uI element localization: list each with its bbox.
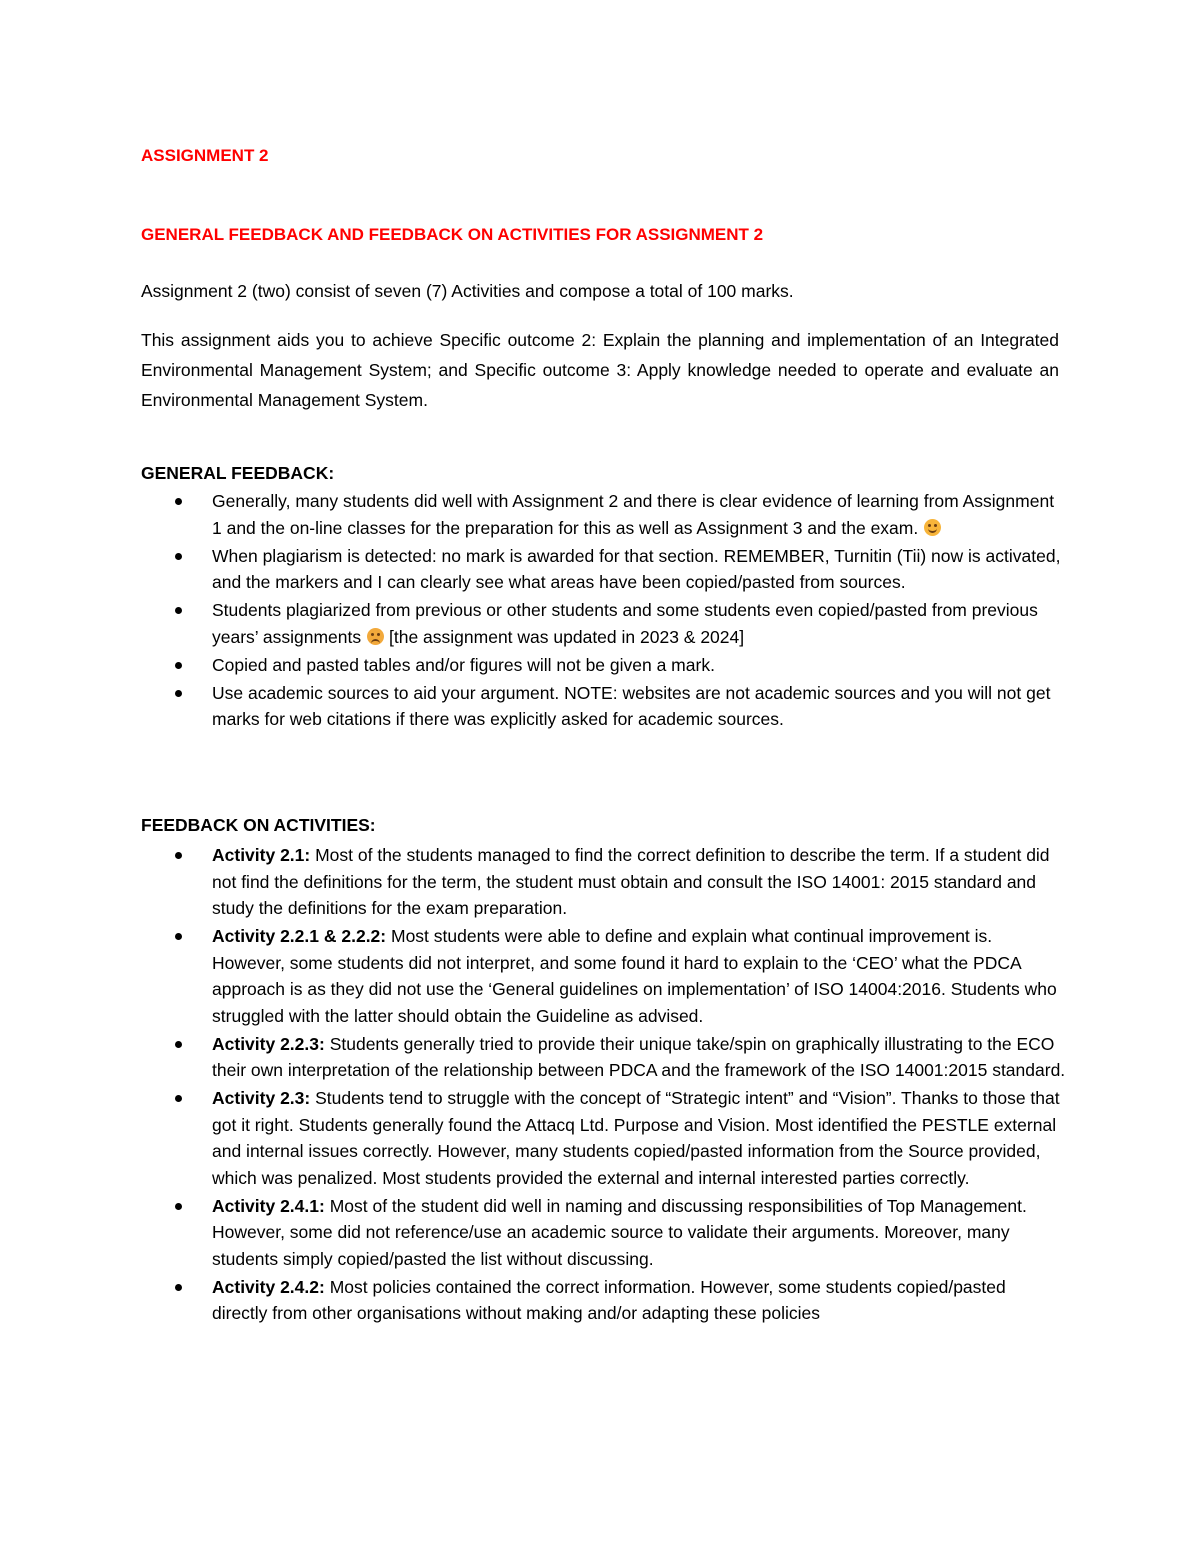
document-title: ASSIGNMENT 2 [141, 146, 269, 165]
list-item-text: Copied and pasted tables and/or figures will not be given a mark. [212, 654, 715, 675]
list-item-tail: [the assignment was updated in 2023 & 2024] [384, 626, 745, 647]
list-item [141, 488, 1066, 541]
list-item [141, 1031, 1066, 1084]
list-item [141, 1193, 1066, 1273]
activity-label: Activity 2.2.3: [212, 1033, 325, 1054]
activities-feedback-list [141, 842, 1066, 1328]
list-item [141, 543, 1066, 596]
bullet-icon [175, 607, 182, 614]
bullet-icon [175, 1284, 182, 1291]
list-item [141, 923, 1066, 1029]
smiling-face-icon [924, 519, 941, 536]
bullet-icon [175, 1095, 182, 1102]
bullet-icon [175, 498, 182, 505]
bullet-icon [175, 553, 182, 560]
activity-text: Most of the student did well in naming and discussing responsibilities of Top Management. However, some did not reference/use an academic source to validate their arguments. Moreover, many students simply copied/pasted the list without discussing. [212, 1195, 1027, 1269]
list-item-text: Use academic sources to aid your argument. NOTE: websites are not academic sources and you will not get marks for web citations if there was explicitly asked for academic sources. [212, 682, 1051, 729]
activity-label: Activity 2.4.1: [212, 1195, 325, 1216]
bullet-icon [175, 852, 182, 859]
list-item-text: Students plagiarized from previous or other students and some students even copied/pasted from previous years’ assignments [212, 600, 1038, 647]
list-item [141, 652, 1066, 679]
intro-paragraph-2: This assignment aids you to achieve Specific outcome 2: Explain the planning and implementation of an Integrated Environmental Management System; and Specific outcome 3: Apply knowledge needed to operate and evaluate an Environmental Management System. [141, 330, 1059, 410]
list-item-text: When plagiarism is detected: no mark is awarded for that section. REMEMBER, Turnitin (Tii) now is activated, and the markers and I can clearly see what areas have been copied/pasted from sources. [212, 545, 1061, 592]
activity-label: Activity 2.2.1 & 2.2.2: [212, 926, 387, 946]
activities-feedback-heading: FEEDBACK ON ACTIVITIES: [141, 815, 376, 835]
activity-text: Students generally tried to provide their unique take/spin on graphically illustrating to the ECO their own interpretation of the relationship between PDCA and the framework of the ISO 14001:2015 standard. [212, 1033, 1066, 1080]
bullet-icon [175, 1203, 182, 1210]
activity-text: Most of the students managed to find the correct definition to describe the term. If a student did not find the definitions for the term, the student must obtain and consult the ISO 14001: 2015 standard and study the definitions for the exam preparation. [212, 845, 1050, 918]
list-item [141, 597, 1066, 650]
bullet-icon [175, 1041, 182, 1048]
activity-text: Students tend to struggle with the concept of “Strategic intent” and “Vision”. Thanks to those that got it right. Students generally found the Attacq Ltd. Purpose and Vision. Most identified the PESTLE external and internal issues correctly. However, many students copied/pasted information from the Source provided, which was penalized. Most students provided the external and internal interested parties correctly. [212, 1088, 1060, 1188]
list-item [141, 680, 1066, 733]
general-feedback-list [141, 488, 1066, 734]
bullet-icon [175, 690, 182, 697]
activity-label: Activity 2.4.2: [212, 1276, 325, 1297]
bullet-icon [175, 933, 182, 940]
sad-face-icon [367, 628, 384, 645]
document-subtitle: GENERAL FEEDBACK AND FEEDBACK ON ACTIVITIES FOR ASSIGNMENT 2 [141, 225, 764, 244]
activity-label: Activity 2.1: [212, 845, 311, 865]
bullet-icon [175, 662, 182, 669]
intro-paragraph-1: Assignment 2 (two) consist of seven (7) Activities and compose a total of 100 marks. [141, 281, 794, 301]
activity-text: Most policies contained the correct information. However, some students copied/pasted directly from other organisations without making and/or adapting these policies [212, 1276, 1006, 1323]
list-item-text: Generally, many students did well with Assignment 2 and there is clear evidence of learning from Assignment 1 and the on-line classes for the preparation for this as well as Assignment 3 and the exam. [212, 491, 1055, 538]
list-item [141, 1274, 1066, 1327]
general-feedback-heading: GENERAL FEEDBACK: [141, 463, 335, 483]
list-item [141, 1085, 1066, 1191]
list-item [141, 842, 1066, 922]
activity-text: Most students were able to define and explain what continual improvement is. However, some students did not interpret, and some found it hard to explain to the ‘CEO’ what the PDCA approach is as they did not use the ‘General guidelines on implementation’ of ISO 14004:2016. Students who struggled with the latter should obtain the Guideline as advised. [212, 926, 1057, 1026]
activity-label: Activity 2.3: [212, 1088, 311, 1108]
